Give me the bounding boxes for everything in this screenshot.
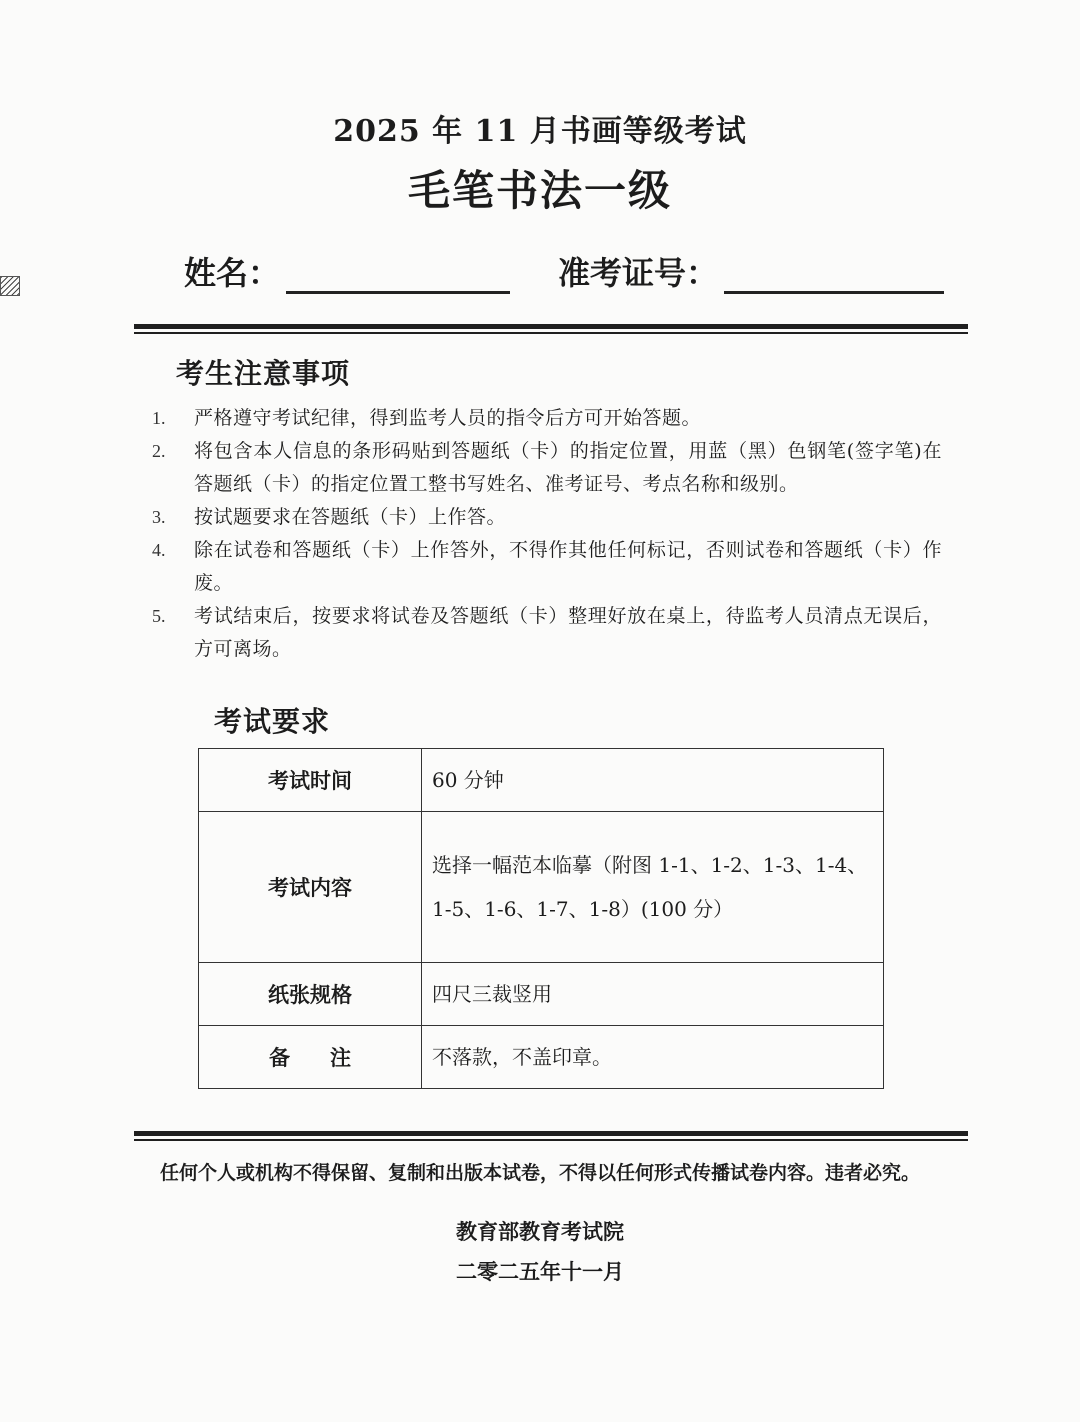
name-blank-line[interactable] — [286, 257, 510, 294]
notice-item-number: 1. — [152, 408, 166, 428]
exam-subtitle: 2025 年 11 月书画等级考试 — [333, 114, 747, 149]
admission-number-field[interactable] — [558, 248, 944, 294]
bottom-divider — [134, 1131, 968, 1141]
notice-item-number: 2. — [152, 441, 166, 461]
notice-item — [152, 501, 942, 534]
issue-date: 二零二五年十一月 — [456, 1259, 624, 1284]
admission-number-blank-line[interactable] — [724, 257, 944, 294]
notice-heading: 考生注意事项 — [176, 357, 351, 390]
requirement-key: 备注 — [199, 1026, 422, 1089]
requirements-table — [198, 748, 884, 1089]
requirements-heading: 考试要求 — [214, 705, 331, 738]
notice-item-text: 严格遵守考试纪律，得到监考人员的指令后方可开始答题。 — [194, 407, 702, 429]
requirement-key: 考试内容 — [199, 812, 422, 963]
exam-title: 毛笔书法一级 — [407, 166, 672, 215]
requirement-value: 四尺三裁竖用 — [422, 963, 884, 1026]
notice-item-text: 将包含本人信息的条形码贴到答题纸（卡）的指定位置，用蓝（黑）色钢笔(签字笔)在答题纸（卡）的指定位置工整书写姓名、准考证号、考点名称和级别。 — [194, 440, 942, 495]
requirement-value: 选择一幅范本临摹（附图 1-1、1-2、1-3、1-4、1-5、1-6、1-7、1-8）(100 分） — [422, 812, 884, 963]
requirement-key: 考试时间 — [199, 749, 422, 812]
scan-mark-icon — [0, 276, 20, 296]
notice-item-text: 按试题要求在答题纸（卡）上作答。 — [194, 506, 507, 528]
notice-item — [152, 600, 942, 666]
table-row — [199, 1026, 884, 1089]
notice-item — [152, 435, 942, 501]
requirement-value: 不落款，不盖印章。 — [422, 1026, 884, 1089]
notice-item-number: 4. — [152, 540, 166, 560]
notice-item — [152, 402, 942, 435]
issuer-name: 教育部教育考试院 — [456, 1219, 624, 1244]
notice-item-text: 考试结束后，按要求将试卷及答题纸（卡）整理好放在桌上，待监考人员清点无误后，方可离场。 — [194, 605, 942, 660]
name-field[interactable] — [184, 248, 510, 294]
requirement-key: 纸张规格 — [199, 963, 422, 1026]
copyright-notice: 任何个人或机构不得保留、复制和出版本试卷，不得以任何形式传播试卷内容。违者必究。 — [159, 1162, 920, 1184]
admission-number-label: 准考证号： — [558, 254, 719, 292]
notice-item-number: 5. — [152, 606, 166, 626]
name-label: 姓名： — [184, 254, 281, 292]
notice-item-number: 3. — [152, 507, 166, 527]
notice-item-text: 除在试卷和答题纸（卡）上作答外，不得作其他任何标记，否则试卷和答题纸（卡）作废。 — [194, 539, 942, 594]
table-row — [199, 749, 884, 812]
table-row — [199, 963, 884, 1026]
notice-item — [152, 534, 942, 600]
table-row — [199, 812, 884, 963]
top-divider — [134, 324, 968, 334]
notice-list — [152, 402, 942, 666]
requirement-value: 60 分钟 — [422, 749, 884, 812]
